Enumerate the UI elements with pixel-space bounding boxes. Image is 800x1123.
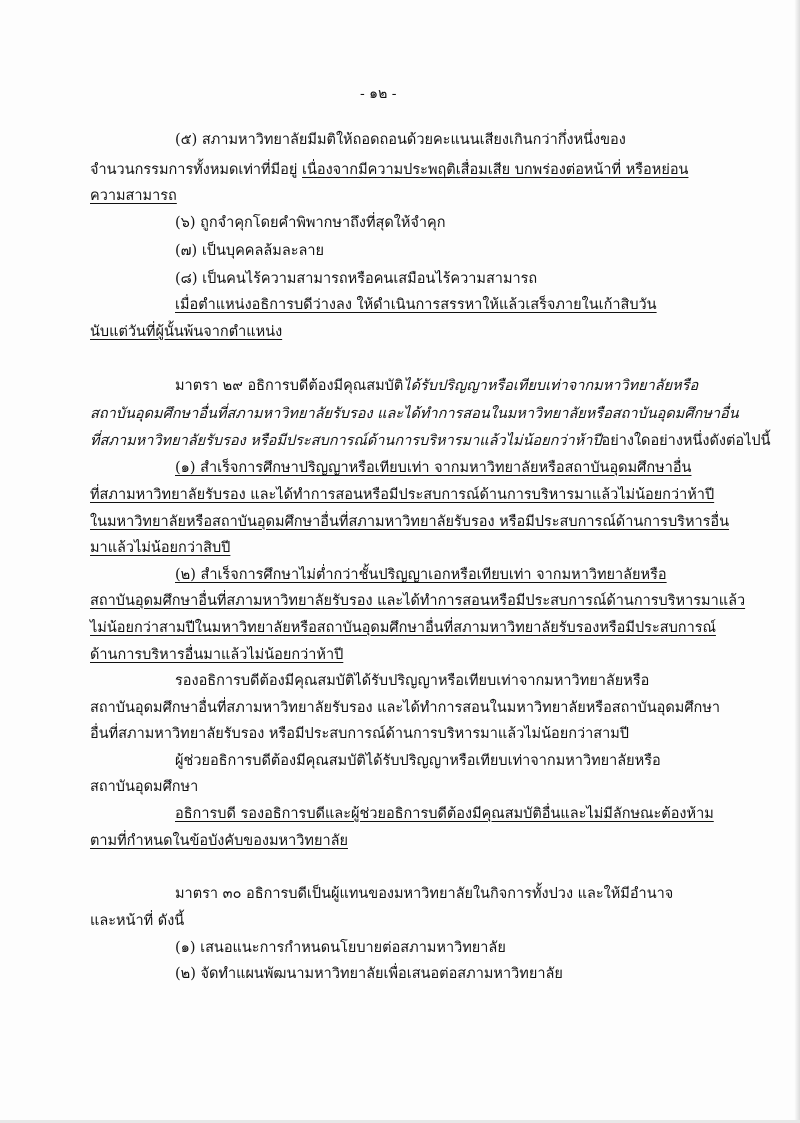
- line-29: (๑) เสนอแนะการกำหนดนโยบายต่อสภามหาวิทยาลัย: [175, 940, 506, 956]
- line-12: (๑) สำเร็จการศึกษาปริญญาหรือเทียบเท่า จากมหาวิทยาลัยหรือสถาบันอุดมศึกษาอื่น: [175, 460, 692, 476]
- line-30: (๒) จัดทำแผนพัฒนามหาวิทยาลัยเพื่อเสนอต่อสภามหาวิทยาลัย: [175, 966, 563, 982]
- line-08: นับแต่วันที่ผู้นั้นพ้นจากตำแหน่ง: [90, 324, 283, 340]
- line-07: เมื่อตำแหน่งอธิการบดีว่างลง ให้ดำเนินการสรรหาให้แล้วเสร็จภายในเก้าสิบวัน: [175, 297, 657, 313]
- line-23: ผู้ช่วยอธิการบดีต้องมีคุณสมบัติได้รับปริญญาหรือเทียบเท่าจากมหาวิทยาลัยหรือ: [175, 753, 661, 769]
- line-03: ความสามารถ: [90, 188, 177, 204]
- line-28: และหน้าที่ ดังนี้: [90, 913, 185, 929]
- scan-edge-right: [794, 0, 800, 1123]
- line-15: มาแล้วไม่น้อยกว่าสิบปี: [90, 540, 231, 556]
- line-01: (๕) สภามหาวิทยาลัยมีมติให้ถอดถอนด้วยคะแนนเสียงเกินกว่ากึ่งหนึ่งของ: [175, 132, 626, 148]
- line-25: อธิการบดี รองอธิการบดีและผู้ช่วยอธิการบดีต้องมีคุณสมบัติอื่นและไม่มีลักษณะต้องห้าม: [175, 806, 714, 822]
- line-20: รองอธิการบดีต้องมีคุณสมบัติได้รับปริญญาหรือเทียบเท่าจากมหาวิทยาลัยหรือ: [175, 673, 650, 689]
- line-02-amended: เนื่องจากมีความประพฤติเสื่อมเสีย บกพร่องต่อหน้าที่ หรือหย่อน: [302, 162, 689, 178]
- line-09-plain: มาตรา ๒๙ อธิการบดีต้องมีคุณสมบัติ: [175, 378, 404, 394]
- line-02-plain: จำนวนกรรมการทั้งหมดเท่าที่มีอยู่: [90, 162, 302, 178]
- line-19: ด้านการบริหารอื่นมาแล้วไม่น้อยกว่าห้าปี: [90, 647, 344, 663]
- page-number: - ๑๒ -: [360, 86, 397, 102]
- line-16: (๒) สำเร็จการศึกษาไม่ต่ำกว่าชั้นปริญญาเอกหรือเทียบเท่า จากมหาวิทยาลัยหรือ: [175, 567, 667, 583]
- line-11-struck: ที่สภามหาวิทยาลัยรับรอง หรือมีประสบการณ์ด้านการบริหารมาแล้วไม่น้อยกว่าห้าปี: [90, 433, 602, 449]
- line-14: ในมหาวิทยาลัยหรือสถาบันอุดมศึกษาอื่นที่สภามหาวิทยาลัยรับรอง หรือมีประสบการณ์ด้านการบริหารอื่น: [90, 514, 730, 530]
- line-26: ตามที่กำหนดในข้อบังคับของมหาวิทยาลัย: [90, 833, 348, 849]
- line-24: สถาบันอุดมศึกษา: [90, 779, 199, 795]
- line-11: [90, 431, 770, 451]
- line-09: [175, 376, 698, 396]
- line-09-struck: ได้รับปริญญาหรือเทียบเท่าจากมหาวิทยาลัยหรือ: [403, 378, 699, 394]
- line-06: (๘) เป็นคนไร้ความสามารถหรือคนเสมือนไร้ความสามารถ: [175, 271, 538, 287]
- line-02: [90, 160, 688, 180]
- line-21: สถาบันอุดมศึกษาอื่นที่สภามหาวิทยาลัยรับรอง และได้ทำการสอนในมหาวิทยาลัยหรือสถาบันอุดมศึกษา: [90, 700, 721, 716]
- line-11-plain: อย่างใดอย่างหนึ่งดังต่อไปนี้: [601, 433, 771, 449]
- line-17: สถาบันอุดมศึกษาอื่นที่สภามหาวิทยาลัยรับรอง และได้ทำการสอนหรือมีประสบการณ์ด้านการบริหารมาแล้ว: [90, 593, 746, 609]
- line-22: อื่นที่สภามหาวิทยาลัยรับรอง หรือมีประสบการณ์ด้านการบริหารมาแล้วไม่น้อยกว่าสามปี: [90, 726, 630, 742]
- line-13: ที่สภามหาวิทยาลัยรับรอง และได้ทำการสอนหรือมีประสบการณ์ด้านการบริหารมาแล้วไม่น้อยกว่าห้าปี: [90, 487, 715, 503]
- line-27: มาตรา ๓๐ อธิการบดีเป็นผู้แทนของมหาวิทยาลัยในกิจการทั้งปวง และให้มีอำนาจ: [175, 886, 674, 902]
- line-10: สถาบันอุดมศึกษาอื่นที่สภามหาวิทยาลัยรับรอง และได้ทำการสอนในมหาวิทยาลัยหรือสถาบันอุดมศึกษาอื่น: [90, 406, 739, 422]
- line-05: (๗) เป็นบุคคลล้มละลาย: [175, 243, 325, 259]
- line-04: (๖) ถูกจำคุกโดยคำพิพากษาถึงที่สุดให้จำคุก: [175, 215, 446, 231]
- line-18: ไม่น้อยกว่าสามปีในมหาวิทยาลัยหรือสถาบันอุดมศึกษาอื่นที่สภามหาวิทยาลัยรับรองหรือมีประสบการณ์: [90, 620, 716, 636]
